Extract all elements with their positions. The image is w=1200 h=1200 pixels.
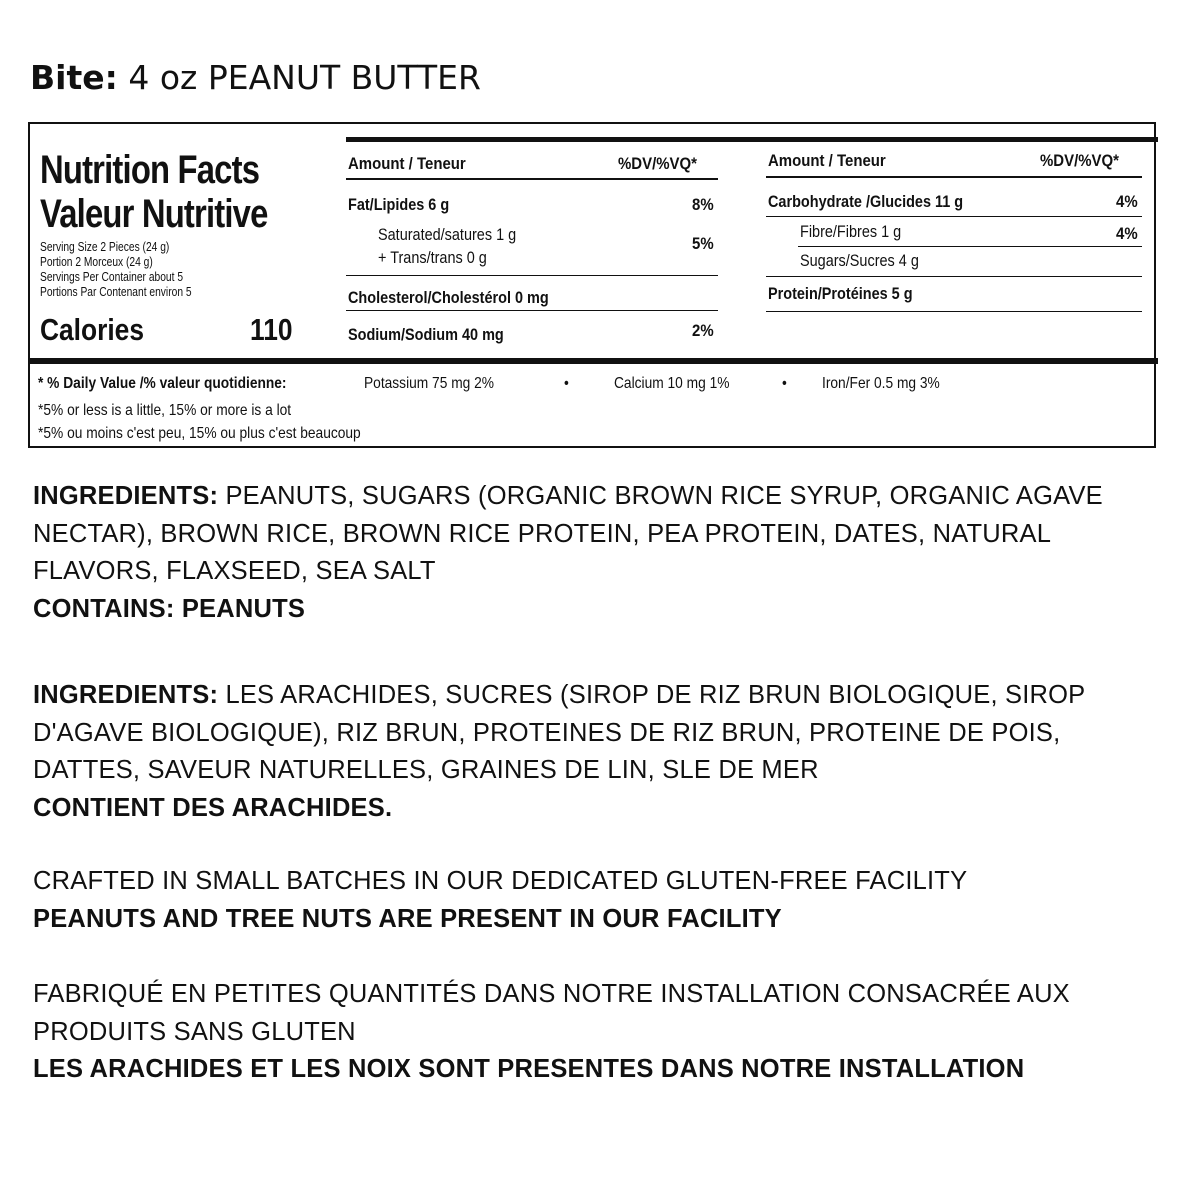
- ingredients-en-label: INGREDIENTS:: [33, 482, 219, 510]
- col-header-amount-right: Amount / Teneur: [768, 151, 886, 170]
- nutrient-fat: Fat/Lipides 6 g: [348, 195, 450, 214]
- col-header-amount-left: Amount / Teneur: [348, 154, 466, 173]
- nutrient-fibre-dv: 4%: [1116, 224, 1138, 243]
- nutrient-trans: + Trans/trans 0 g: [378, 248, 487, 267]
- calories-label: Calories: [40, 312, 144, 347]
- ingredients-fr-line-1: INGREDIENTS: LES ARACHIDES, SUCRES (SIROP DE RIZ BRUN BIOLOGIQUE, SIROP: [33, 681, 1086, 709]
- ingredients-en: [33, 478, 1153, 628]
- footer-dv-label: * % Daily Value /% valeur quotidienne:: [38, 375, 287, 392]
- footer-note-fr: *5% ou moins c'est peu, 15% ou plus c'est beaucoup: [38, 425, 361, 442]
- ingredients-fr-label: INGREDIENTS:: [33, 681, 219, 709]
- ingredients-fr: [33, 677, 1153, 827]
- portion: Portion 2 Morceux (24 g): [40, 255, 153, 269]
- serving-size: Serving Size 2 Pieces (24 g): [40, 240, 170, 254]
- facility-fr-warning: LES ARACHIDES ET LES NOIX SONT PRESENTES DANS NOTRE INSTALLATION: [33, 1055, 1025, 1083]
- product-title: [30, 58, 481, 97]
- nutrient-protein: Protein/Protéines 5 g: [768, 284, 913, 303]
- bottom-rule: [30, 358, 1158, 364]
- footer-iron: Iron/Fer 0.5 mg 3%: [822, 375, 940, 392]
- row-rule-4: [798, 246, 1142, 247]
- nutrient-sugars: Sugars/Sucres 4 g: [800, 251, 919, 270]
- contains-fr: CONTIENT DES ARACHIDES.: [33, 793, 393, 822]
- facility-en-line: CRAFTED IN SMALL BATCHES IN OUR DEDICATED GLUTEN-FREE FACILITY: [33, 867, 968, 895]
- servings-per-container: Servings Per Container about 5: [40, 270, 184, 284]
- footer-potassium: Potassium 75 mg 2%: [364, 375, 495, 392]
- row-rule-3: [766, 216, 1142, 217]
- ingredients-en-line-3: FLAVORS, FLAXSEED, SEA SALT: [33, 557, 436, 585]
- facility-en: [33, 863, 1153, 938]
- calories-value: 110: [250, 312, 293, 347]
- header-rule-left: [346, 178, 718, 180]
- footer-calcium: Calcium 10 mg 1%: [614, 375, 730, 392]
- header-rule-right: [766, 176, 1142, 178]
- brand-label: Bite:: [30, 58, 118, 97]
- facility-fr: [33, 976, 1153, 1089]
- footer-separator-2: •: [782, 375, 787, 392]
- top-rule: [346, 137, 1158, 142]
- ingredients-fr-line-3: DATTES, SAVEUR NATURELLES, GRAINES DE LIN, SLE DE MER: [33, 756, 819, 784]
- nutrient-fibre: Fibre/Fibres 1 g: [800, 222, 902, 241]
- product-name: 4 oz PEANUT BUTTER: [128, 58, 481, 97]
- ingredients-en-line-2: NECTAR), BROWN RICE, BROWN RICE PROTEIN, PEA PROTEIN, DATES, NATURAL: [33, 519, 1052, 548]
- facility-fr-line-2: PRODUITS SANS GLUTEN: [33, 1017, 356, 1046]
- ingredients-fr-line-2: D'AGAVE BIOLOGIQUE), RIZ BRUN, PROTEINES DE RIZ BRUN, PROTEINE DE POIS,: [33, 718, 1061, 747]
- row-rule-1: [346, 275, 718, 276]
- facility-en-warning: PEANUTS AND TREE NUTS ARE PRESENT IN OUR FACILITY: [33, 904, 782, 933]
- facility-fr-line-1: FABRIQUÉ EN PETITES QUANTITÉS DANS NOTRE INSTALLATION CONSACRÉE AUX: [33, 980, 1070, 1008]
- row-rule-5: [766, 276, 1142, 277]
- nutrient-saturated: Saturated/satures 1 g: [378, 225, 517, 244]
- nutrient-fat-dv: 8%: [692, 195, 714, 214]
- contains-en: CONTAINS: PEANUTS: [33, 594, 306, 623]
- nutrient-carbohydrate: Carbohydrate /Glucides 11 g: [768, 192, 964, 211]
- portions-par-contenant: Portions Par Contenant environ 5: [40, 285, 192, 299]
- nutrient-saturated-dv: 5%: [692, 234, 714, 253]
- nutrition-facts-heading: Nutrition Facts: [40, 148, 260, 192]
- ingredients-en-line-1: INGREDIENTS: PEANUTS, SUGARS (ORGANIC BROWN RICE SYRUP, ORGANIC AGAVE: [33, 482, 1103, 510]
- nutrient-sodium: Sodium/Sodium 40 mg: [348, 325, 504, 344]
- footer-separator-1: •: [564, 375, 569, 392]
- row-rule-6: [766, 311, 1142, 312]
- nutrient-sodium-dv: 2%: [692, 321, 714, 340]
- nutrient-cholesterol: Cholesterol/Cholestérol 0 mg: [348, 288, 549, 307]
- row-rule-2: [346, 310, 718, 311]
- nutrition-facts-panel: [28, 122, 1156, 448]
- valeur-nutritive-heading: Valeur Nutritive: [40, 192, 268, 236]
- nutrient-carbohydrate-dv: 4%: [1116, 192, 1138, 211]
- footer-note-en: *5% or less is a little, 15% or more is a lot: [38, 402, 292, 419]
- col-header-dv-right: %DV/%VQ*: [1040, 151, 1119, 170]
- col-header-dv-left: %DV/%VQ*: [618, 154, 697, 173]
